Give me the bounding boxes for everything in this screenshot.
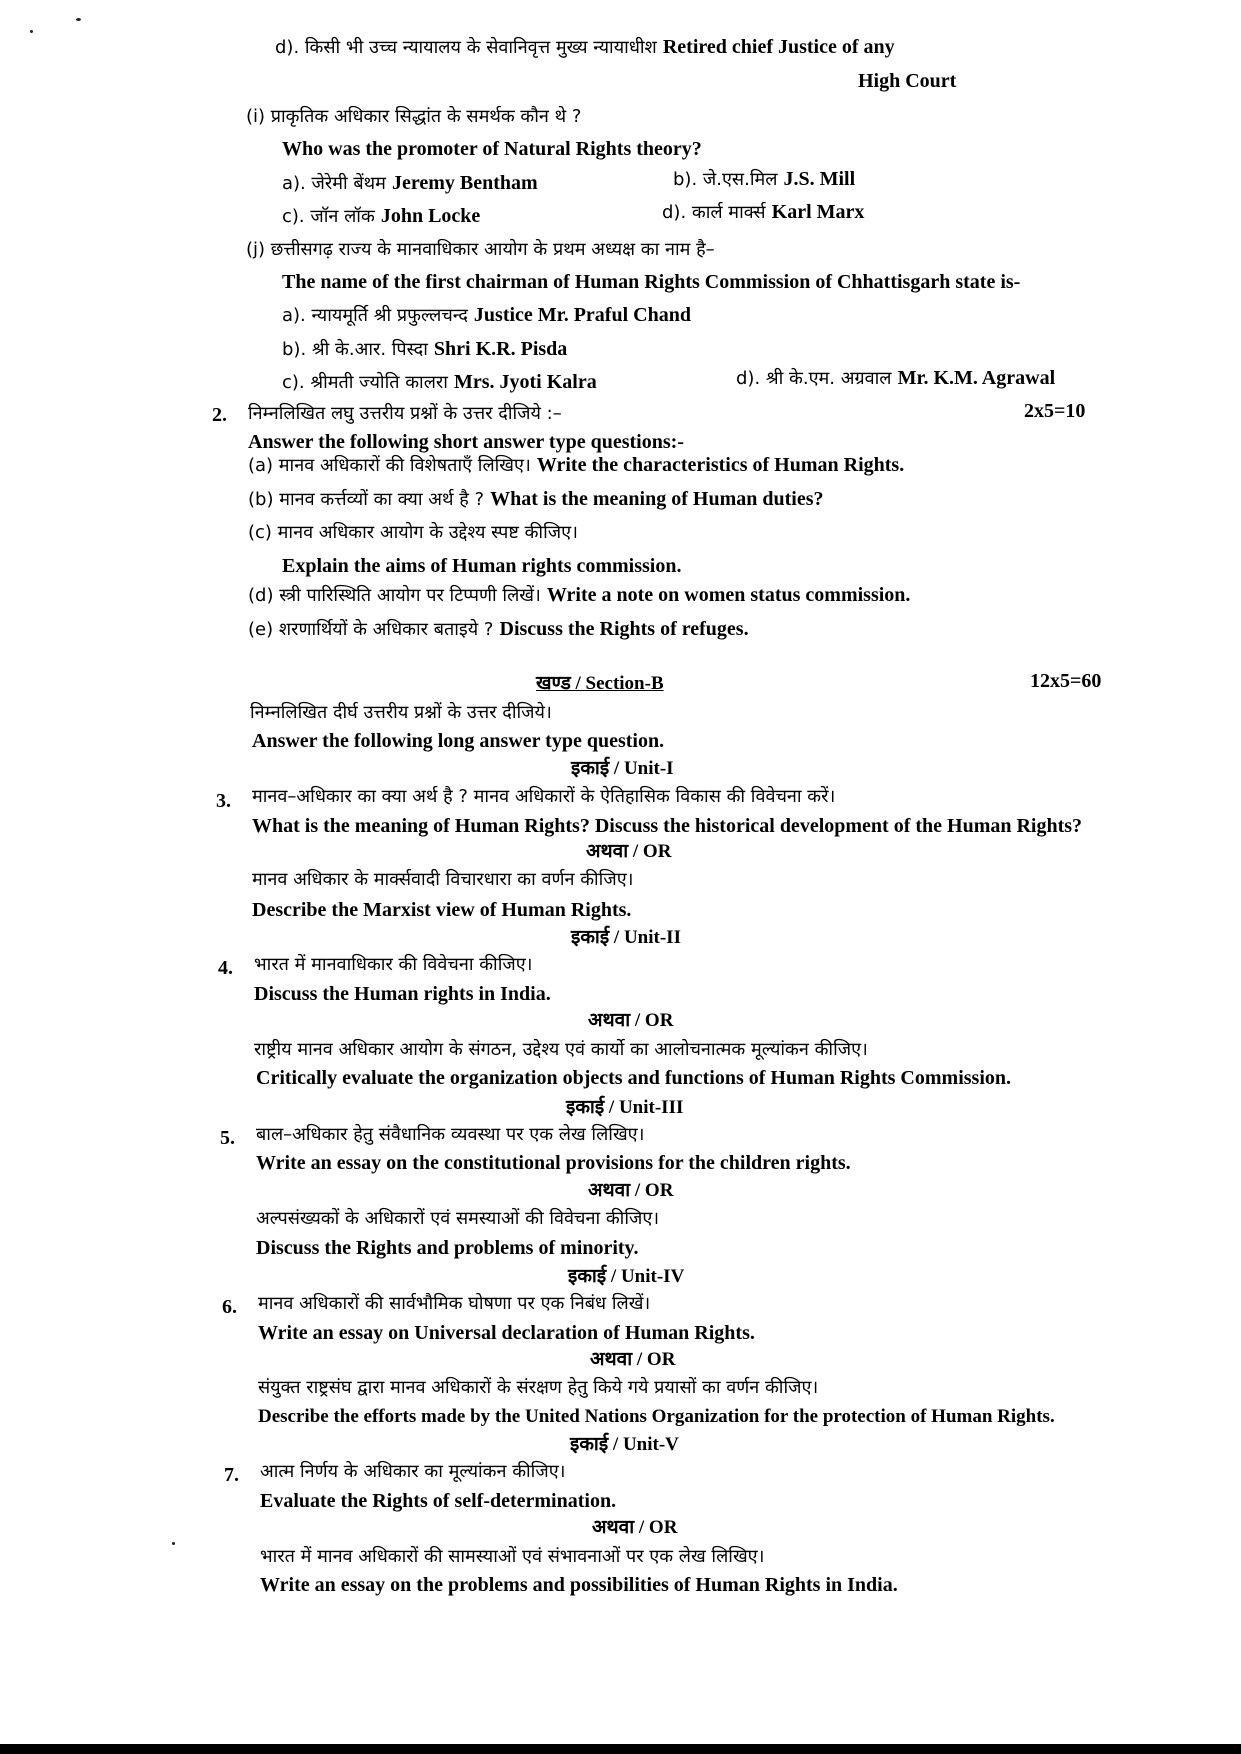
q1-d-line [275, 34, 895, 60]
q1-i-hindi: (i) प्राकृतिक अधिकार सिद्धांत के समर्थक कौन थे ? [246, 106, 582, 127]
q2-e: (e) शरणार्थियों के अधिकार बताइये ? Discuss the Rights of refuges. [248, 618, 749, 640]
q3-hindi: मानव–अधिकार का क्या अर्थ है ? मानव अधिकारों के ऐतिहासिक विकास की विवेचना करें। [252, 786, 836, 807]
q7-or-hindi: भारत में मानव अधिकारों की सामस्याओं एवं संभावनाओं पर एक लेख लिखिए। [260, 1546, 765, 1567]
q6-number: 6. [222, 1296, 237, 1318]
q1-j-hindi: (j) छत्तीसगढ़ राज्य के मानवाधिकार आयोग के प्रथम अध्यक्ष का नाम है– [246, 239, 715, 260]
scan-speck [76, 18, 81, 21]
q5-or-english: Discuss the Rights and problems of minority. [256, 1237, 639, 1259]
q6-or-hindi: संयुक्त राष्ट्रसंघ द्वारा मानव अधिकारों के संरक्षण हेतु किये गये प्रयासों का वर्णन कीजिए। [258, 1377, 819, 1398]
unit-4-heading: इकाई / Unit-IV [568, 1266, 685, 1287]
q1-d-english: Retired chief Justice of any [662, 36, 895, 58]
q2-c-english: Explain the aims of Human rights commission. [282, 555, 682, 577]
q3-or: अथवा / OR [586, 841, 672, 862]
q3-english: What is the meaning of Human Rights? Discuss the historical development of the Human Rights? [252, 815, 1083, 837]
q1-i-option-a: a). जेरेमी बेंथम Jeremy Bentham [282, 172, 538, 194]
unit-1-heading: इकाई / Unit-I [571, 758, 674, 779]
q1-j-option-d: d). श्री के.एम. अग्रवाल Mr. K.M. Agrawal [736, 367, 1056, 389]
q1-d-line-2 [858, 68, 956, 94]
q4-or: अथवा / OR [588, 1010, 674, 1031]
q1-j-option-b: b). श्री के.आर. पिस्दा Shri K.R. Pisda [282, 338, 568, 360]
q1-i-option-b: b). जे.एस.मिल J.S. Mill [673, 168, 856, 190]
unit-5-heading: इकाई / Unit-V [570, 1434, 679, 1455]
q7-or: अथवा / OR [592, 1517, 678, 1538]
q2-hindi: निम्नलिखित लघु उत्तरीय प्रश्नों के उत्तर दीजिये :– [248, 403, 562, 424]
q1-d-hindi: d). किसी भी उच्च न्यायालय के सेवानिवृत्त मुख्य न्यायाधीश [275, 37, 657, 58]
q3-or-hindi: मानव अधिकार के मार्क्सवादी विचारधारा का वर्णन कीजिए। [252, 869, 634, 890]
q4-hindi: भारत में मानवाधिकार की विवेचना कीजिए। [254, 954, 533, 975]
q7-or-english: Write an essay on the problems and possibilities of Human Rights in India. [260, 1574, 898, 1596]
q2-english: Answer the following short answer type questions:- [248, 431, 684, 453]
section-b-instruction-english: Answer the following long answer type question. [252, 730, 665, 752]
q4-english: Discuss the Human rights in India. [254, 983, 551, 1005]
q6-english: Write an essay on Universal declaration of Human Rights. [258, 1322, 755, 1344]
section-b-instruction-hindi: निम्नलिखित दीर्घ उत्तरीय प्रश्नों के उत्तर दीजिये। [250, 702, 552, 723]
q2-c-hindi: (c) मानव अधिकार आयोग के उद्देश्य स्पष्ट कीजिए। [248, 522, 578, 543]
q4-number: 4. [218, 957, 233, 979]
unit-2-heading: इकाई / Unit-II [571, 927, 681, 948]
q2-b: (b) मानव कर्त्तव्यों का क्या अर्थ है ? What is the meaning of Human duties? [248, 488, 824, 510]
q3-or-english: Describe the Marxist view of Human Rights. [252, 899, 632, 921]
scan-speck [172, 1542, 175, 1545]
q3-number: 3. [216, 790, 231, 812]
q5-or: अथवा / OR [588, 1180, 674, 1201]
q5-or-hindi: अल्पसंख्यकों के अधिकारों एवं समस्याओं की विवेचना कीजिए। [256, 1208, 660, 1229]
q2-number: 2. [212, 404, 227, 426]
section-b-heading: खण्ड / Section-B [536, 673, 664, 694]
q6-or-english: Describe the efforts made by the United Nations Organization for the protection of Human Rights. [258, 1406, 1055, 1427]
q5-hindi: बाल–अधिकार हेतु संवैधानिक व्यवस्था पर एक लेख लिखिए। [256, 1124, 645, 1145]
q4-or-hindi: राष्ट्रीय मानव अधिकार आयोग के संगठन, उद्देश्य एवं कार्यो का आलोचनात्मक मूल्यांकन कीजिए। [254, 1039, 868, 1060]
scan-speck [30, 30, 33, 33]
q5-english: Write an essay on the constitutional provisions for the children rights. [256, 1152, 851, 1174]
q5-number: 5. [220, 1127, 235, 1149]
q6-or: अथवा / OR [590, 1349, 676, 1370]
q7-hindi: आत्म निर्णय के अधिकार का मूल्यांकन कीजिए। [260, 1461, 566, 1482]
scan-bottom-edge [0, 1744, 1241, 1754]
q1-i-option-d: d). कार्ल मार्क्स Karl Marx [662, 201, 865, 223]
q1-i-english: Who was the promoter of Natural Rights theory? [282, 138, 702, 160]
q4-or-english: Critically evaluate the organization objects and functions of Human Rights Commission. [256, 1067, 1011, 1089]
section-b-marks: 12x5=60 [1030, 670, 1102, 692]
q1-j-english: The name of the first chairman of Human Rights Commission of Chhattisgarh state is- [282, 271, 1021, 293]
q2-a: (a) मानव अधिकारों की विशेषताएँ लिखिए। Write the characteristics of Human Rights. [248, 454, 905, 476]
q1-i-option-c: c). जॉन लॉक John Locke [282, 205, 481, 227]
q1-d-english-2: High Court [858, 70, 957, 92]
q1-j-option-c: c). श्रीमती ज्योति कालरा Mrs. Jyoti Kalra [282, 371, 597, 393]
q2-marks: 2x5=10 [1024, 400, 1086, 422]
q6-hindi: मानव अधिकारों की सार्वभौमिक घोषणा पर एक निबंध लिखें। [258, 1293, 651, 1314]
q7-english: Evaluate the Rights of self-determination. [260, 1490, 617, 1512]
q7-number: 7. [224, 1464, 239, 1486]
q1-j-option-a: a). न्यायमूर्ति श्री प्रफुल्लचन्द Justice Mr. Praful Chand [282, 304, 691, 326]
q2-d: (d) स्त्री पारिस्थिति आयोग पर टिप्पणी लिखें। Write a note on women status commission. [248, 584, 911, 606]
unit-3-heading: इकाई / Unit-III [566, 1097, 684, 1118]
